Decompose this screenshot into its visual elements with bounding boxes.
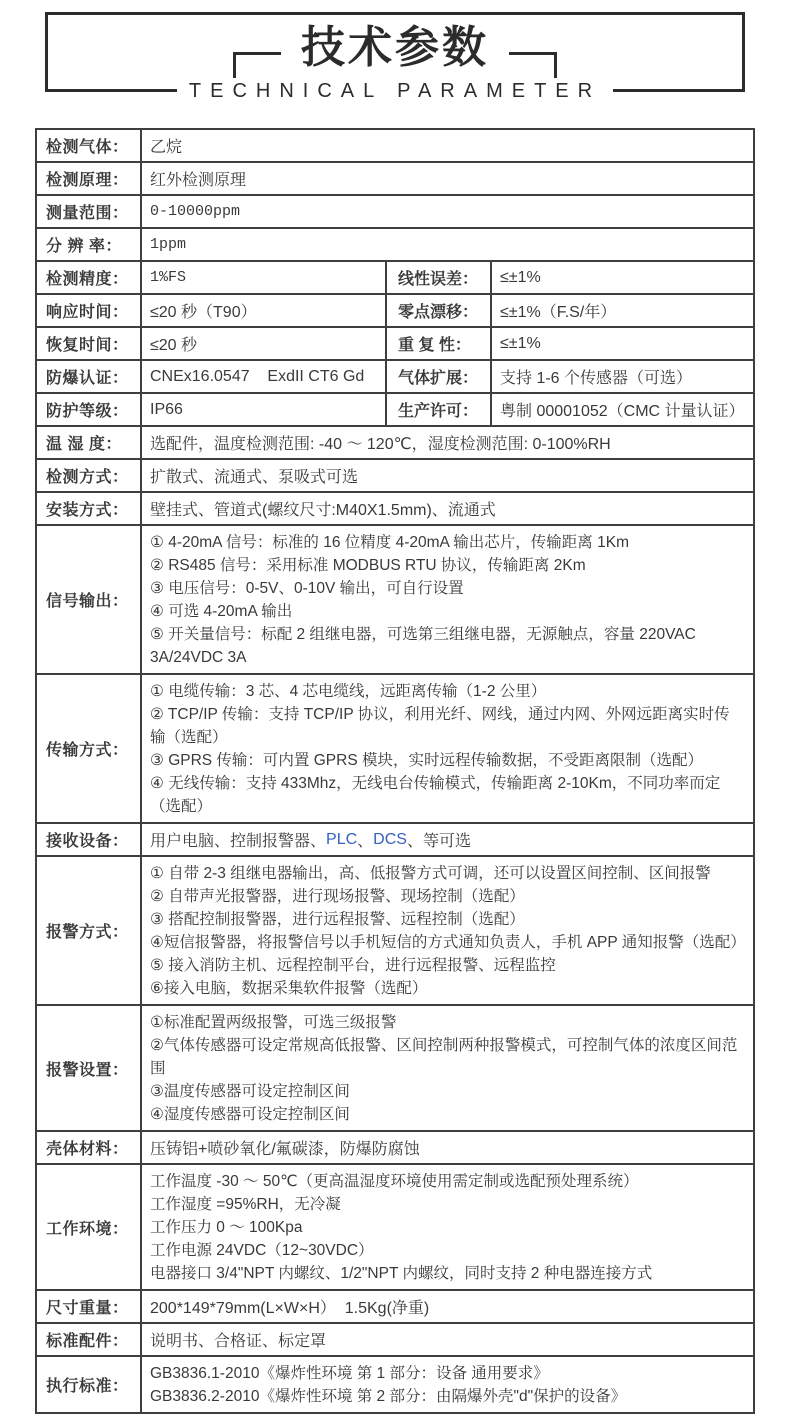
- value-line: ④湿度传感器可设定控制区间: [150, 1106, 350, 1123]
- table-row: [37, 229, 755, 262]
- spec-table: [35, 128, 755, 1414]
- value-line: ④ 无线传输：支持 433Mhz，无线电台传输模式，传输距离 2-10Km，不同功率而定（选配）: [150, 775, 721, 815]
- subtitle-row: [0, 80, 790, 103]
- row-value: 1ppm: [142, 229, 755, 262]
- row-label: 尺寸重量：: [37, 1291, 142, 1324]
- row-value-2: 支持 1-6 个传感器（可选）: [492, 361, 755, 394]
- table-row: [37, 1165, 755, 1291]
- row-value: [142, 824, 755, 857]
- value-line: ① 自带 2-3 组继电器输出，高、低报警方式可调，还可以设置区间控制、区间报警: [150, 865, 711, 882]
- row-label: 检测原理：: [37, 163, 142, 196]
- row-value: 200*149*79mm(L×W×H） 1.5Kg(净重): [142, 1291, 755, 1324]
- value-line: ① 4-20mA 信号：标准的 16 位精度 4-20mA 输出芯片，传输距离 1Km: [150, 534, 629, 551]
- value-line: ⑤ 开关量信号：标配 2 组继电器，可选第三组继电器，无源触点，容量 220VAC 3A/24VDC 3A: [150, 626, 701, 666]
- corner-bracket-right-icon: [509, 52, 557, 78]
- table-row: [37, 328, 755, 361]
- title-row: [0, 24, 790, 78]
- row-value: 说明书、合格证、标定罩: [142, 1324, 755, 1357]
- row-label: 测量范围：: [37, 196, 142, 229]
- row-label: 报警设置：: [37, 1006, 142, 1132]
- row-label: 标准配件：: [37, 1324, 142, 1357]
- row-value: [142, 675, 755, 824]
- table-row: [37, 675, 755, 824]
- table-row: [37, 1006, 755, 1132]
- table-row: [37, 394, 755, 427]
- row-label: 温 湿 度：: [37, 427, 142, 460]
- row-value: ≤20 秒: [142, 328, 387, 361]
- row-label: 检测方式：: [37, 460, 142, 493]
- value-text: 、等可选: [406, 833, 471, 850]
- row-value-2: 粤制 00001052（CMC 计量认证）: [492, 394, 755, 427]
- row-label-2: 气体扩展：: [387, 361, 492, 394]
- row-label-2: 零点漂移：: [387, 295, 492, 328]
- row-value: 0-10000ppm: [142, 196, 755, 229]
- value-text: 用户电脑、控制报警器、: [150, 833, 327, 850]
- row-value: ≤20 秒（T90）: [142, 295, 387, 328]
- value-line: 工作温度 -30 ～ 50℃（更高温湿度环境使用需定制或选配预处理系统）: [150, 1173, 639, 1190]
- table-row: [37, 1324, 755, 1357]
- value-highlight: DCS: [373, 830, 407, 848]
- value-line: ④短信报警器，将报警信号以手机短信的方式通知负责人，手机 APP 通知报警（选配）: [150, 934, 746, 951]
- row-value: CNEx16.0547 ExdII CT6 Gd: [142, 361, 387, 394]
- row-label: 恢复时间：: [37, 328, 142, 361]
- row-label-2: 线性误差：: [387, 262, 492, 295]
- table-row: [37, 460, 755, 493]
- row-value: [142, 526, 755, 675]
- table-row: [37, 163, 755, 196]
- row-label-2: 重 复 性：: [387, 328, 492, 361]
- row-label: 执行标准：: [37, 1357, 142, 1414]
- corner-bracket-left-icon: [233, 52, 281, 78]
- value-line: 工作湿度 =95%RH，无冷凝: [150, 1196, 341, 1213]
- row-value: 乙烷: [142, 130, 755, 163]
- value-line: 工作电源 24VDC（12~30VDC）: [150, 1242, 374, 1259]
- value-line: ⑤ 接入消防主机、远程控制平台，进行远程报警、远程监控: [150, 957, 556, 974]
- value-line: ① 电缆传输：3 芯、4 芯电缆线，远距离传输（1-2 公里）: [150, 683, 547, 700]
- row-label: 检测精度：: [37, 262, 142, 295]
- value-line: ②气体传感器可设定常规高低报警、区间控制两种报警模式，可控制气体的浓度区间范围: [150, 1037, 738, 1077]
- row-label: 壳体材料：: [37, 1132, 142, 1165]
- row-label: 传输方式：: [37, 675, 142, 824]
- row-label: 防爆认证：: [37, 361, 142, 394]
- row-label: 接收设备：: [37, 824, 142, 857]
- table-row: [37, 1291, 755, 1324]
- table-row: [37, 295, 755, 328]
- row-label: 信号输出：: [37, 526, 142, 675]
- table-row: [37, 1132, 755, 1165]
- row-label: 检测气体：: [37, 130, 142, 163]
- value-line: GB3836.2-2010《爆炸性环境 第 2 部分：由隔爆外壳"d"保护的设备》: [150, 1388, 627, 1405]
- value-line: 电器接口 3/4"NPT 内螺纹、1/2"NPT 内螺纹，同时支持 2 种电器连接方式: [150, 1265, 653, 1282]
- row-label-2: 生产许可：: [387, 394, 492, 427]
- table-row: [37, 857, 755, 1006]
- value-line: 工作压力 0 ～ 100Kpa: [150, 1219, 303, 1236]
- value-line: ③ GPRS 传输：可内置 GPRS 模块，实时远程传输数据，不受距离限制（选配）: [150, 752, 703, 769]
- value-line: GB3836.1-2010《爆炸性环境 第 1 部分：设备 通用要求》: [150, 1365, 549, 1382]
- value-text: 、: [357, 833, 374, 850]
- value-line: ⑥接入电脑，数据采集软件报警（选配）: [150, 980, 428, 997]
- row-value: 壁挂式、管道式(螺纹尺寸:M40X1.5mm)、流通式: [142, 493, 755, 526]
- row-label: 工作环境：: [37, 1165, 142, 1291]
- row-label: 安装方式：: [37, 493, 142, 526]
- row-label: 报警方式：: [37, 857, 142, 1006]
- value-line: ③ 电压信号：0-5V、0-10V 输出，可自行设置: [150, 580, 464, 597]
- row-label: 防护等级：: [37, 394, 142, 427]
- row-label: 响应时间：: [37, 295, 142, 328]
- page-title: 技术参数: [301, 23, 489, 72]
- row-label: 分 辨 率：: [37, 229, 142, 262]
- row-value: 1%FS: [142, 262, 387, 295]
- table-row: [37, 361, 755, 394]
- value-line: ③温度传感器可设定控制区间: [150, 1083, 350, 1100]
- table-row: [37, 526, 755, 675]
- table-row: [37, 1357, 755, 1414]
- row-value-2: ≤±1%: [492, 328, 755, 361]
- value-highlight: PLC: [326, 830, 358, 848]
- value-line: ①标准配置两级报警，可选三级报警: [150, 1014, 397, 1031]
- page-subtitle: TECHNICAL PARAMETER: [177, 80, 613, 103]
- page-header: [0, 0, 790, 128]
- row-value: [142, 857, 755, 1006]
- table-row: [37, 196, 755, 229]
- value-line: ③ 搭配控制报警器，进行远程报警、远程控制（选配）: [150, 911, 525, 928]
- row-value: [142, 1165, 755, 1291]
- table-row: [37, 262, 755, 295]
- row-value: 选配件，温度检测范围: -40 ～ 120℃，湿度检测范围: 0-100%RH: [142, 427, 755, 460]
- row-value: 红外检测原理: [142, 163, 755, 196]
- row-value: 压铸铝+喷砂氧化/氟碳漆，防爆防腐蚀: [142, 1132, 755, 1165]
- value-line: ② TCP/IP 传输：支持 TCP/IP 协议，利用光纤、网线，通过内网、外网远距离实时传输（选配）: [150, 706, 730, 746]
- table-row: [37, 493, 755, 526]
- row-value: [142, 1357, 755, 1414]
- row-value: [142, 1006, 755, 1132]
- row-value-2: ≤±1%: [492, 262, 755, 295]
- value-line: ② RS485 信号：采用标准 MODBUS RTU 协议，传输距离 2Km: [150, 557, 586, 574]
- row-value: IP66: [142, 394, 387, 427]
- value-line: ② 自带声光报警器，进行现场报警、现场控制（选配）: [150, 888, 525, 905]
- table-row: [37, 130, 755, 163]
- table-row: [37, 427, 755, 460]
- row-value-2: ≤±1%（F.S/年）: [492, 295, 755, 328]
- table-row: [37, 824, 755, 857]
- value-line: ④ 可选 4-20mA 输出: [150, 603, 293, 620]
- row-value: 扩散式、流通式、泵吸式可选: [142, 460, 755, 493]
